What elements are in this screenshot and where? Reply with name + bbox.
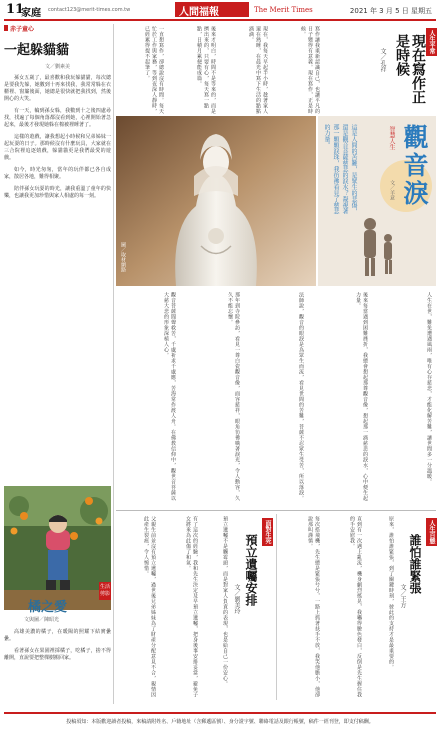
nervous-article-author: 文／王方 [399,584,406,608]
left-column-tag: 赤子童心 [4,24,111,33]
nervous-article-text: 直到有一次遇上亂流，機身劇烈搖晃，我嚇得臉色發白，反倒是先生握住我的手安慰我。 [349,516,362,698]
column-divider [276,514,277,700]
column-divider [113,24,114,704]
article-author: 文／劉素美 [44,64,70,70]
photo-tag: 生活 剪影 [99,582,111,600]
paragraph: 如今，時光匆匆，當年的玩伴都已各自成家，散居各地，難得相聚。 [4,167,111,180]
feature-body [116,290,436,508]
will-article-text: 預立遺囑不是觸霉頭，而是對家人負責的表現，也是給自己一份安心。 [222,516,228,687]
feature-text: 法師說，觀音的眼淚是為眾生而流，看見世間的苦難，菩薩不忍眾生受苦，所以落淚。 [298,292,304,501]
orange-tree-photo [4,486,111,610]
feature-author: 文／羊意 [389,180,395,200]
top-article [116,24,436,116]
issue-weekday: 星期五 [411,7,432,15]
will-article-author: 文／劉美玲 [233,584,240,614]
issue-date-text: 2021 年 3 月 5 日 [349,7,409,15]
top-article-text: 寫作讓我重新認識自己，也讓平凡的日子變得有意義。現在寫作，正是時候。 [300,26,320,114]
will-article-text: 父親生前並沒有預立遺囑，過世後兄弟姊妹為了財產分配意見不合，親情因此產生裂痕，令人惋惜。 [143,516,156,698]
logo-chinese: 人間福報 [179,7,219,18]
orange-story-body [4,624,111,662]
feature-tag: 智慧人生 [388,126,395,150]
feature-text: 人生在世，難免遭遇風雨，唯有心存慈悲，才能化解苦難，讓世間多一分溫暖。 [426,292,432,485]
orange-story-title: 橘之愛 [28,600,68,615]
feature-text: 觀音菩薩聞聲救苦，千處祈求千處應，苦海常作渡人舟。在佛教信仰中，觀世音菩薩以大慈大悲的形象深植人心。 [163,292,176,501]
paragraph: 有一天，輪到孫女躲，我數到十之後四處尋找，找遍了每個角落都沒看到她，心裡開始著急起來，最後才發現她躲在棉被裡睡著了。 [4,108,111,128]
feature-text: 那年到寺院參訪，看見一尊白瓷觀音像，面容慈祥，眼角彷彿噙著淚光，令人動容，久久不能忘懷。 [227,292,240,501]
orange-story-author: 文與圖／陳昭光 [24,617,60,623]
feature-pull-quote: 這是人間的苦難，是眾生的悲傷，還是觀音菩薩慈悲的淚水？凝視著那一顆顆淚珠，我彷彿看見了慈悲的力量。 [323,124,357,214]
top-article-text: 一直想寫作，卻總說沒有時間。每天忙於工作與家務，等到夜深人靜時，已經累得提不起筆了。 [144,26,164,114]
nervous-article-text: 原來，誰怕誰緊張，到了關鍵時刻，彼此的支持才是最重要的。 [388,516,394,670]
paragraph: 這樣的遊戲，讓我想起小時候和兄弟姊妹一起玩耍的日子。那時候沒有什麼玩具，大家就在三合院裡追逐嬉戲，躲貓貓更是我們最愛的遊戲。 [4,134,111,161]
section-name: 家庭 [21,8,41,19]
guanyin-statue-illustration [116,116,316,286]
page-header [4,2,436,19]
left-column [4,24,111,704]
top-article-author: 文／孔祥 [379,48,386,72]
will-article-tag: 面對生死 [264,520,271,544]
paragraph: 看著孫女在果園裡採橘子，吃橘子，捨不得離開，直說要把整棵樹搬回家。 [4,648,111,661]
photo-credit: 圖／取材網路 [120,242,126,272]
nervous-article-tag: 人生百態 [428,520,435,544]
header-rule [4,19,436,21]
will-article-title: 預立遺囑安排 [244,534,258,606]
header-email[interactable]: contact123@merit-times.com.tw [48,7,131,13]
paragraph: 高雄美濃的橘子，在暖陽的照耀下結實纍纍。 [4,629,111,642]
top-article-text: 現在，我每天早起半小時，趁著家人還在熟睡，在晨光中寫下生活的點點滴滴。 [248,26,268,114]
section-divider [116,510,436,511]
nervous-article-title: 誰怕誰緊張 [408,534,422,594]
paragraph: 孫女五歲了，最喜歡和我玩躲貓貓，每次總是要我先躲，她數到十再來找我，我常常躲在衣櫃裡、窗簾後面，她總是很快就把我找到，然後開心的大笑。 [4,75,111,102]
guanyin-photo [116,116,316,286]
bottom-section [116,514,436,704]
paragraph: 陪伴孫女玩耍的時光，讓我重溫了童年的快樂，也讓我更加珍惜與家人相處的每一刻。 [4,186,111,199]
orange-tree-illustration [4,486,111,610]
top-article-tag: 人生平常 [428,30,435,54]
newspaper-logo [175,2,249,17]
page-number: 11 [6,2,25,17]
will-article-text: 有了這次的經驗，我和先生決定及早預立遺囑，把身後事安排妥當，避免子女將來為此傷了和氣。 [185,516,198,698]
article-title-hide-seek: 一起躲貓貓 [4,43,70,58]
nervous-article-text: 每次搭飛機，先生總是緊張兮兮，一路上抓著扶手不放，我笑他膽小，他卻說那叫謹慎。 [307,516,320,698]
top-article-title: 現在寫作正是時候 [394,34,426,104]
feature-heading-panel [318,116,436,286]
feature-text: 後來每當遇到困難挫折，我總會想起那尊觀音像，想起那一滴慈悲的淚水，心中便生起力量。 [355,292,368,501]
logo-english: The Merit Times [254,6,313,14]
top-article-text: 後來才明白，時間不是等來的，而是擠出來的，只要有心，每天寫一點點，日積月累便能成篇。 [196,26,216,114]
submission-guidelines: 投稿須知：本版歡迎讀者投稿，來稿請附姓名、戶籍地址（含郵遞區號）、身分證字號、聯絡電話及銀行帳號，稿件一經刊登，即支付稿酬。 [4,712,436,730]
feature-title: 觀音淚 [400,124,429,208]
issue-date [350,6,432,16]
